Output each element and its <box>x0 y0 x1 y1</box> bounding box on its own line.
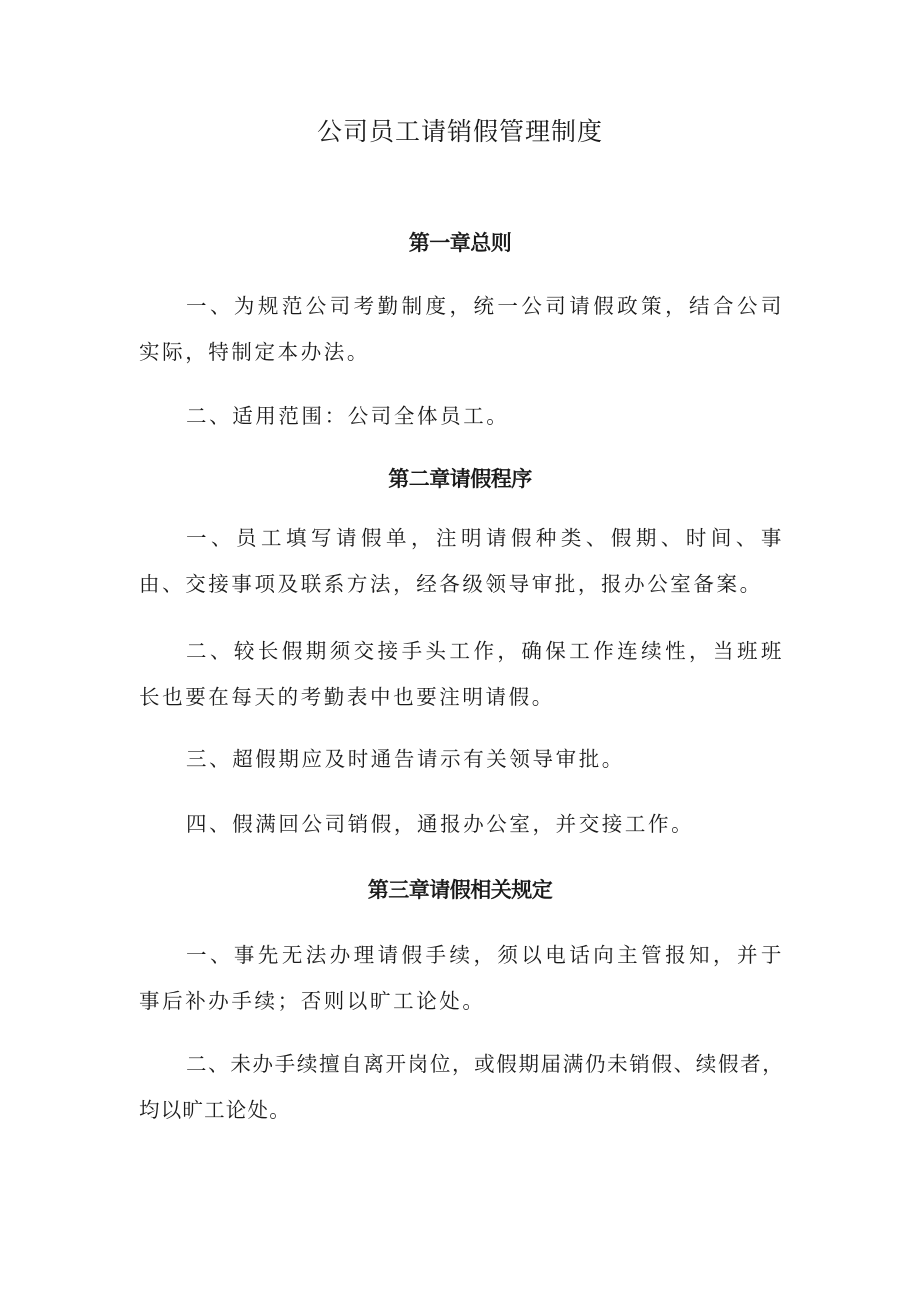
chapter-3-heading: 第三章请假相关规定 <box>367 878 553 902</box>
chapter-1-item-1: 一、为规范公司考勤制度，统一公司请假政策，结合公司实际，特制定本办法。 <box>139 294 784 364</box>
chapter-2-item-3: 三、超假期应及时通告请示有关领导审批。 <box>186 747 625 771</box>
chapter-2-item-2: 二、较长假期须交接手头工作，确保工作连续性，当班班长也要在每天的考勤表中也要注明请假。 <box>139 639 784 709</box>
chapter-2-item-1: 一、员工填写请假单，注明请假种类、假期、时间、事由、交接事项及联系方法，经各级领导审批，报办公室备案。 <box>139 526 784 596</box>
chapter-3-item-2: 二、未办手续擅自离开岗位，或假期届满仍未销假、续假者，均以旷工论处。 <box>139 1052 784 1122</box>
document-title: 公司员工请销假管理制度 <box>316 117 603 146</box>
chapter-2-heading: 第二章请假程序 <box>388 467 532 491</box>
chapter-1-item-2: 二、适用范围：公司全体员工。 <box>186 404 510 428</box>
chapter-3-item-1: 一、事先无法办理请假手续，须以电话向主管报知，并于事后补办手续；否则以旷工论处。 <box>139 943 784 1013</box>
chapter-1-heading: 第一章总则 <box>408 231 512 255</box>
chapter-2-item-4: 四、假满回公司销假，通报办公室，并交接工作。 <box>186 812 695 836</box>
